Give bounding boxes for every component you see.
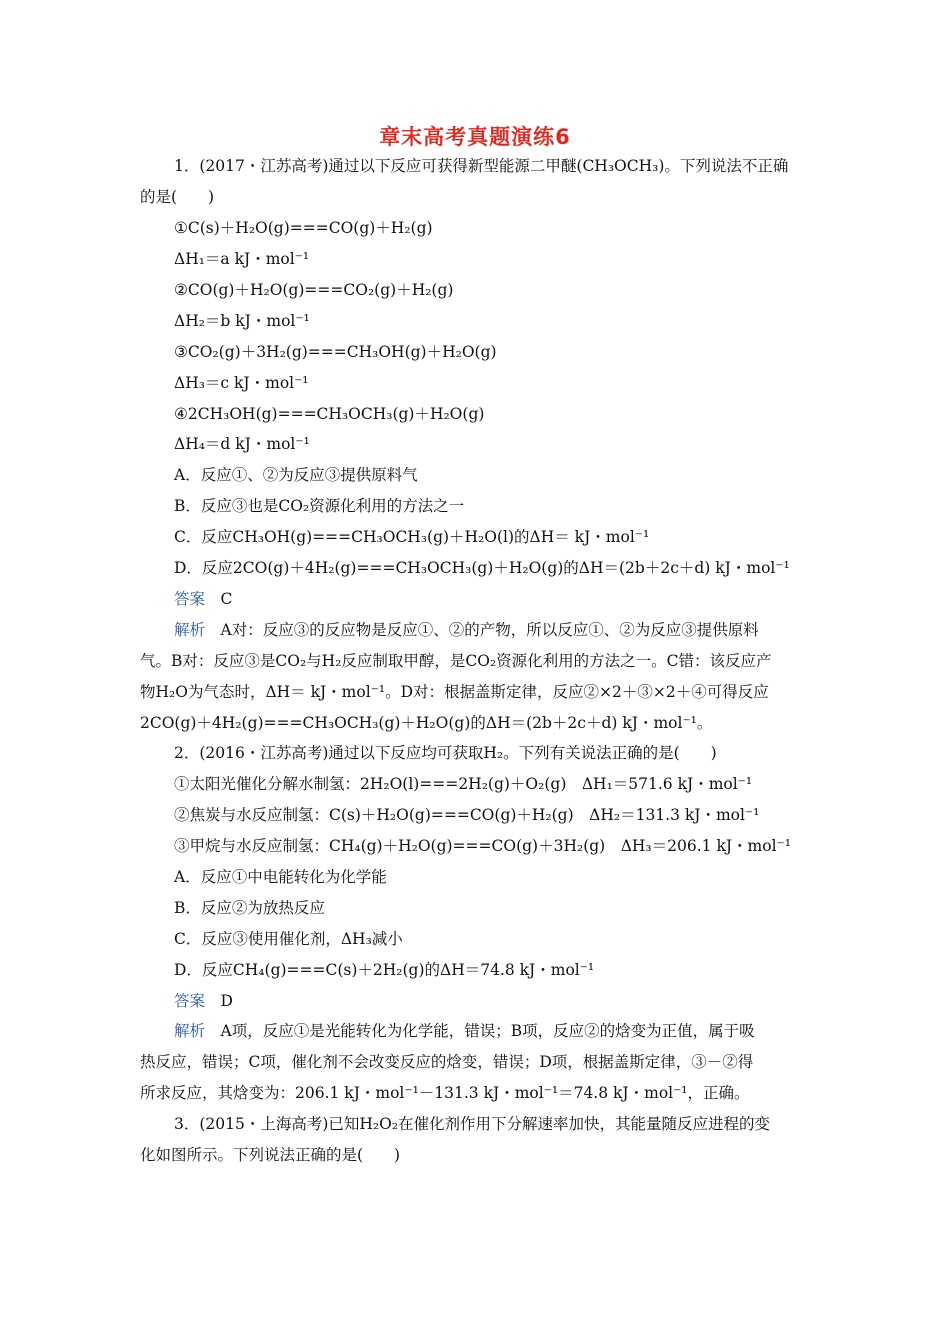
line-text: ②焦炭与水反应制氢：C(s)＋H₂O(g)===CO(g)＋H₂(g) ΔH₂＝131.3 kJ・mol⁻¹	[174, 806, 760, 824]
line-text: ①C(s)＋H₂O(g)===CO(g)＋H₂(g)	[174, 219, 433, 237]
text-line	[174, 249, 309, 269]
line-text: ΔH₂＝b kJ・mol⁻¹	[174, 312, 310, 330]
text-line	[174, 836, 791, 856]
answer-label: 答案	[174, 992, 206, 1010]
text-line	[174, 342, 497, 362]
text-line	[174, 496, 464, 516]
text-line	[174, 311, 310, 331]
line-text: ③CO₂(g)＋3H₂(g)===CH₃OH(g)＋H₂O(g)	[174, 343, 497, 361]
text-line	[174, 1114, 770, 1134]
line-text: A项，反应①是光能转化为化学能，错误；B项，反应②的焓变为正值，属于吸	[205, 1022, 755, 1040]
line-text: A对：反应③的反应物是反应①、②的产物，所以反应①、②为反应③提供原料	[205, 621, 759, 639]
line-text: 热反应，错误；C项，催化剂不会改变反应的焓变，错误；D项，根据盖斯定律，③－②得	[140, 1053, 754, 1071]
text-line	[174, 620, 759, 640]
line-text: ΔH₃＝c kJ・mol⁻¹	[174, 374, 309, 392]
text-line	[140, 682, 769, 702]
line-text: D．反应2CO(g)＋4H₂(g)===CH₃OCH₃(g)＋H₂O(g)的ΔH＝(2b＋2c＋d) kJ・mol⁻¹	[174, 559, 790, 577]
text-line	[174, 991, 233, 1011]
line-text: 物H₂O为气态时，ΔH＝ kJ・mol⁻¹。D对：根据盖斯定律，反应②×2＋③×2＋④可得反应	[140, 683, 769, 701]
line-text: 1．(2017・江苏高考)通过以下反应可获得新型能源二甲醚(CH₃OCH₃)。下列说法不正确	[174, 157, 789, 175]
text-line	[140, 713, 712, 733]
line-text: A．反应①中电能转化为化学能	[174, 868, 387, 886]
line-text: ΔH₁＝a kJ・mol⁻¹	[174, 250, 310, 268]
analysis-label: 解析	[174, 621, 206, 639]
text-line	[174, 558, 790, 578]
text-line	[174, 589, 232, 609]
text-line	[174, 898, 325, 918]
line-text: 2．(2016・江苏高考)通过以下反应均可获取H₂。下列有关说法正确的是( )	[174, 744, 717, 762]
page-title: 章末高考真题演练6	[379, 125, 571, 149]
text-line	[174, 867, 387, 887]
line-text: 所求反应，其焓变为：206.1 kJ・mol⁻¹－131.3 kJ・mol⁻¹＝74.8 kJ・mol⁻¹，正确。	[140, 1084, 750, 1102]
text-line	[174, 805, 759, 825]
line-text: D．反应CH₄(g)===C(s)＋2H₂(g)的ΔH＝74.8 kJ・mol⁻¹	[174, 961, 595, 979]
text-line	[140, 1052, 753, 1072]
text-line	[174, 527, 649, 547]
line-text: 气。B对：反应③是CO₂与H₂反应制取甲醇，是CO₂资源化利用的方法之一。C错：该反应产	[140, 652, 772, 670]
line-text: C	[205, 590, 233, 608]
text-line	[140, 651, 772, 671]
line-text: D	[205, 992, 233, 1010]
line-text: ΔH₄＝d kJ・mol⁻¹	[174, 435, 310, 453]
text-line	[174, 373, 309, 393]
text-line	[174, 960, 594, 980]
text-line	[174, 465, 418, 485]
line-text: A．反应①、②为反应③提供原料气	[174, 466, 418, 484]
line-text: ④2CH₃OH(g)===CH₃OCH₃(g)＋H₂O(g)	[174, 405, 485, 423]
text-line	[140, 187, 214, 207]
text-line	[174, 156, 788, 176]
text-line	[174, 434, 310, 454]
line-text: B．反应③也是CO₂资源化利用的方法之一	[174, 497, 465, 515]
line-text: 化如图所示。下列说法正确的是( )	[140, 1146, 401, 1164]
text-line	[140, 1145, 400, 1165]
answer-label: 答案	[174, 590, 206, 608]
text-line	[174, 218, 433, 238]
line-text: C．反应③使用催化剂，ΔH₃减小	[174, 930, 403, 948]
line-text: B．反应②为放热反应	[174, 899, 325, 917]
text-line	[174, 743, 717, 763]
text-line	[174, 280, 453, 300]
line-text: ①太阳光催化分解水制氢：2H₂O(l)===2H₂(g)＋O₂(g) ΔH₁＝571.6 kJ・mol⁻¹	[174, 775, 753, 793]
line-text: ②CO(g)＋H₂O(g)===CO₂(g)＋H₂(g)	[174, 281, 454, 299]
analysis-label: 解析	[174, 1022, 206, 1040]
text-line	[174, 1021, 755, 1041]
text-line	[174, 774, 752, 794]
line-text: 2CO(g)＋4H₂(g)===CH₃OCH₃(g)＋H₂O(g)的ΔH＝(2b＋2c＋d) kJ・mol⁻¹。	[140, 714, 713, 732]
line-text: 的是( )	[140, 188, 215, 206]
text-line	[140, 1083, 750, 1103]
line-text: 3．(2015・上海高考)已知H₂O₂在催化剂作用下分解速率加快，其能量随反应进程的变	[174, 1115, 771, 1133]
line-text: C．反应CH₃OH(g)===CH₃OCH₃(g)＋H₂O(l)的ΔH＝ kJ・mol⁻¹	[174, 528, 650, 546]
text-line	[174, 404, 484, 424]
line-text: ③甲烷与水反应制氢：CH₄(g)＋H₂O(g)===CO(g)＋3H₂(g) ΔH₃＝206.1 kJ・mol⁻¹	[174, 837, 791, 855]
text-line	[174, 929, 403, 949]
